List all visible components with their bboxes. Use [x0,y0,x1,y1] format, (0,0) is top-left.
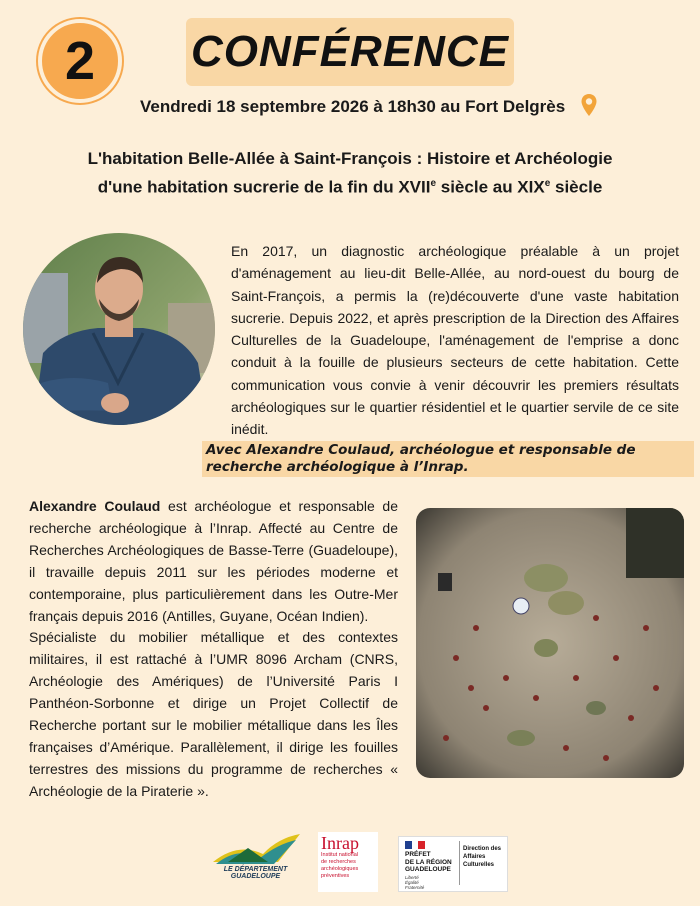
dac-line-3: Culturelles [463,862,495,868]
superscript-2: e [544,178,551,189]
bio-paragraph-1 [29,496,398,627]
motto-1: Liberté [405,875,419,880]
date-location: Vendredi 18 septembre 2026 à 18h30 au Fort Delgrès [140,97,566,116]
page-title: CONFÉRENCE [190,27,510,76]
inrap-name: Inrap [321,833,359,853]
logo-divider [459,841,460,885]
dac-line-1: Direction des [463,846,502,852]
prefet-line-3: GUADELOUPE [405,866,451,873]
inrap-sub-1: Institut national [321,852,358,858]
dept-line-1: LE DÉPARTEMENT [223,866,288,873]
subtitle-part-c: siècle [550,177,603,197]
speaker-name: Alexandre Coulaud [29,498,161,514]
event-number: 2 [64,31,96,91]
subtitle-part-a: d'une habitation sucrerie de la fin du XVII [97,177,431,197]
superscript-1: e [430,178,437,189]
prefet-line-1: PRÉFET [405,851,431,858]
french-flag-icon [405,841,425,849]
conference-subtitle [60,146,640,200]
intro-paragraph: En 2017, un diagnostic archéologique préalable à un projet d'aménagement au lieu-dit Belle-Allée, au nord-ouest du bourg de Saint-François, a permis la (re)découverte d'une vaste habitation sucrerie. Depuis 2022, et après prescription de la Direction des Affaires Culturelles de la Guadeloupe, l'aménagement de l'emprise a donc conduit à la fouille de plusieurs secteurs de cette habitation. Cette communication vous convie à venir découvrir les premiers résultats archéologiques sur le quartier résidentiel et le quartier servile de ce site inédit. [231,243,679,438]
title-box [186,18,514,86]
subtitle-part-b: siècle au XIX [436,177,545,197]
location-pin-icon [580,93,598,117]
inrap-sub-2: de recherches [321,859,356,865]
prefet-guadeloupe-logo [398,836,508,892]
dac-line-2: Affaires [463,854,486,860]
speaker-bio [29,496,398,803]
speaker-highlight: Avec Alexandre Coulaud, archéologue et responsable de recherche archéologique à l’Inrap. [202,441,694,477]
dept-line-2: GUADELOUPE [230,873,281,880]
inrap-sub-3: archéologiques [321,866,359,872]
inrap-sub-4: préventives [321,873,350,879]
bio-paragraph-1-text: est archéologue et responsable de recherche archéologique à l’Inrap. Affecté au Centre de Recherches Archéologiques de Basse-Terre (Guadeloupe), il travaille depuis 2011 sur les périodes moderne et contemporaine, plus particulièrement dans les Outre-Mer français depuis 2016 (Antilles, Guyane, Océan Indien). [29,498,398,624]
speaker-portrait [23,233,215,425]
prefet-line-2: DE LA RÉGION [405,858,452,866]
motto-2: Égalité [405,880,419,885]
excavation-site-photo [416,508,684,778]
departement-guadeloupe-logo [208,832,303,882]
subtitle-line-2 [60,171,640,200]
motto-3: Fraternité [405,885,425,890]
subtitle-line-1: L'habitation Belle-Allée à Saint-François : Histoire et Archéologie [87,149,613,168]
bio-paragraph-2: Spécialiste du mobilier métallique et des contextes militaires, il est rattaché à l’UMR 8096 Archam (CNRS, Archéologie des Amériques) de l’Université Paris I Panthéon-Sorbonne et dirige un Projet Collectif de Recherche portant sur le mobilier métallique dans les Îles françaises d’Amérique. Parallèlement, il dirige les fouilles terrestres des missions du programme de recherches « Archéologie de la Piraterie ». [29,629,398,799]
event-number-badge [38,19,122,103]
inrap-logo [318,832,378,892]
